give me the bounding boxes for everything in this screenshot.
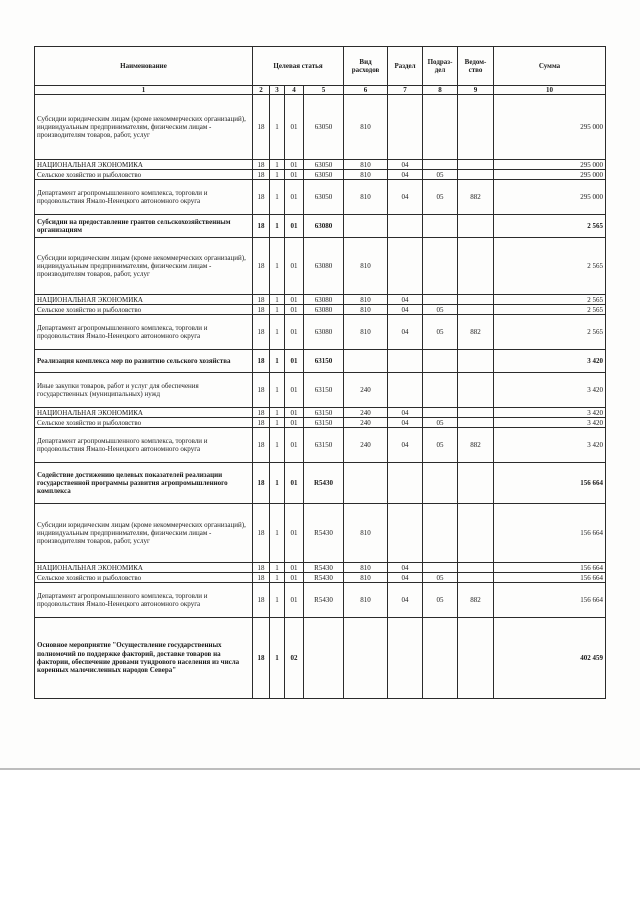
subsection-cell	[423, 408, 458, 418]
sum-cell: 2 565	[494, 295, 606, 305]
target-code-program: 18	[253, 180, 270, 215]
table-row	[35, 170, 606, 180]
sum-cell: 2 565	[494, 215, 606, 238]
target-code-subprogram: 1	[270, 428, 285, 463]
target-code-subprogram: 1	[270, 95, 285, 160]
section-cell	[388, 95, 423, 160]
table-row	[35, 504, 606, 563]
target-code-program: 18	[253, 215, 270, 238]
subsection-cell	[423, 504, 458, 563]
target-code-program: 18	[253, 238, 270, 295]
row-name: Субсидии юридическим лицам (кроме некоммерческих организаций), индивидуальным предпринимателям, физическим лицам - производителям товаров, работ, услуг	[35, 504, 253, 563]
column-number: 3	[270, 86, 285, 95]
expense-type-cell: 810	[344, 315, 388, 350]
column-number-row	[35, 86, 606, 95]
target-code-measure: 01	[285, 95, 304, 160]
target-code-subprogram: 1	[270, 238, 285, 295]
target-code-program: 18	[253, 573, 270, 583]
target-code-measure: 01	[285, 408, 304, 418]
sum-cell: 295 000	[494, 95, 606, 160]
target-code-measure: 01	[285, 238, 304, 295]
subsection-cell	[423, 373, 458, 408]
header-target-article: Целевая статья	[253, 47, 344, 86]
department-cell	[458, 418, 494, 428]
table-row	[35, 160, 606, 170]
subsection-cell	[423, 215, 458, 238]
department-cell	[458, 408, 494, 418]
subsection-cell	[423, 95, 458, 160]
target-code-program: 18	[253, 373, 270, 408]
target-code-direction	[304, 618, 344, 699]
target-code-subprogram: 1	[270, 295, 285, 305]
target-code-direction: R5430	[304, 463, 344, 504]
section-cell: 04	[388, 305, 423, 315]
sum-cell: 295 000	[494, 180, 606, 215]
target-code-direction: R5430	[304, 573, 344, 583]
row-name: НАЦИОНАЛЬНАЯ ЭКОНОМИКА	[35, 408, 253, 418]
department-cell	[458, 618, 494, 699]
section-cell: 04	[388, 160, 423, 170]
target-code-measure: 01	[285, 295, 304, 305]
table-row	[35, 238, 606, 295]
row-name: Субсидии юридическим лицам (кроме некоммерческих организаций), индивидуальным предпринимателям, физическим лицам - производителям товаров, работ, услуг	[35, 238, 253, 295]
target-code-program: 18	[253, 504, 270, 563]
column-number: 6	[344, 86, 388, 95]
department-cell	[458, 160, 494, 170]
subsection-cell: 05	[423, 428, 458, 463]
target-code-subprogram: 1	[270, 504, 285, 563]
target-code-program: 18	[253, 295, 270, 305]
target-code-measure: 01	[285, 215, 304, 238]
target-code-direction: 63080	[304, 305, 344, 315]
target-code-direction: 63050	[304, 160, 344, 170]
target-code-direction: 63150	[304, 408, 344, 418]
expense-type-cell: 810	[344, 295, 388, 305]
table-body	[35, 95, 606, 699]
sum-cell: 156 664	[494, 563, 606, 573]
subsection-cell: 05	[423, 170, 458, 180]
department-cell	[458, 295, 494, 305]
target-code-subprogram: 1	[270, 573, 285, 583]
department-cell	[458, 95, 494, 160]
subsection-cell: 05	[423, 573, 458, 583]
table-row	[35, 418, 606, 428]
expense-type-cell: 810	[344, 238, 388, 295]
section-cell: 04	[388, 315, 423, 350]
department-cell	[458, 350, 494, 373]
department-cell	[458, 504, 494, 563]
row-name: НАЦИОНАЛЬНАЯ ЭКОНОМИКА	[35, 563, 253, 573]
department-cell: 882	[458, 583, 494, 618]
row-name: Субсидии юридическим лицам (кроме некоммерческих организаций), индивидуальным предпринимателям, физическим лицам - производителям товаров, работ, услуг	[35, 95, 253, 160]
expense-type-cell: 810	[344, 573, 388, 583]
subsection-cell	[423, 463, 458, 504]
expense-type-cell: 240	[344, 408, 388, 418]
sum-cell: 2 565	[494, 238, 606, 295]
target-code-subprogram: 1	[270, 170, 285, 180]
expense-type-cell	[344, 463, 388, 504]
sum-cell: 156 664	[494, 583, 606, 618]
row-name: Департамент агропромышленного комплекса, торговли и продовольствия Ямало-Ненецкого автономного округа	[35, 583, 253, 618]
header-department: Ведом-ство	[458, 47, 494, 86]
target-code-measure: 01	[285, 463, 304, 504]
target-code-measure: 01	[285, 583, 304, 618]
target-code-direction: R5430	[304, 504, 344, 563]
row-name: Департамент агропромышленного комплекса, торговли и продовольствия Ямало-Ненецкого автономного округа	[35, 428, 253, 463]
department-cell	[458, 563, 494, 573]
section-cell: 04	[388, 408, 423, 418]
section-cell	[388, 238, 423, 295]
target-code-subprogram: 1	[270, 563, 285, 573]
column-number: 10	[494, 86, 606, 95]
target-code-direction: 63080	[304, 315, 344, 350]
expense-type-cell	[344, 215, 388, 238]
target-code-direction: 63150	[304, 350, 344, 373]
target-code-program: 18	[253, 428, 270, 463]
section-cell	[388, 215, 423, 238]
expense-type-cell: 810	[344, 170, 388, 180]
target-code-subprogram: 1	[270, 305, 285, 315]
target-code-measure: 01	[285, 418, 304, 428]
expense-type-cell: 240	[344, 373, 388, 408]
column-number: 4	[285, 86, 304, 95]
target-code-subprogram: 1	[270, 160, 285, 170]
sum-cell: 3 420	[494, 350, 606, 373]
expense-type-cell: 240	[344, 418, 388, 428]
department-cell	[458, 463, 494, 504]
subsection-cell	[423, 160, 458, 170]
department-cell	[458, 238, 494, 295]
row-name: НАЦИОНАЛЬНАЯ ЭКОНОМИКА	[35, 160, 253, 170]
department-cell	[458, 573, 494, 583]
row-name: Сельское хозяйство и рыболовство	[35, 573, 253, 583]
table-row	[35, 350, 606, 373]
column-number: 7	[388, 86, 423, 95]
table-row	[35, 408, 606, 418]
expense-type-cell: 810	[344, 160, 388, 170]
section-cell: 04	[388, 573, 423, 583]
row-name: НАЦИОНАЛЬНАЯ ЭКОНОМИКА	[35, 295, 253, 305]
target-code-measure: 01	[285, 373, 304, 408]
target-code-program: 18	[253, 583, 270, 618]
section-cell	[388, 463, 423, 504]
target-code-subprogram: 1	[270, 315, 285, 350]
target-code-direction: 63050	[304, 180, 344, 215]
target-code-direction: 63080	[304, 238, 344, 295]
target-code-measure: 01	[285, 315, 304, 350]
page-edge	[0, 768, 640, 770]
sum-cell: 3 420	[494, 418, 606, 428]
target-code-program: 18	[253, 170, 270, 180]
target-code-measure: 01	[285, 170, 304, 180]
subsection-cell: 05	[423, 180, 458, 215]
target-code-program: 18	[253, 350, 270, 373]
target-code-direction: 63150	[304, 428, 344, 463]
section-cell: 04	[388, 428, 423, 463]
sum-cell: 295 000	[494, 170, 606, 180]
target-code-direction: 63150	[304, 418, 344, 428]
table-row	[35, 305, 606, 315]
target-code-subprogram: 1	[270, 373, 285, 408]
subsection-cell	[423, 618, 458, 699]
target-code-measure: 01	[285, 428, 304, 463]
department-cell	[458, 215, 494, 238]
section-cell: 04	[388, 295, 423, 305]
sum-cell: 156 664	[494, 463, 606, 504]
expense-type-cell: 240	[344, 428, 388, 463]
section-cell: 04	[388, 563, 423, 573]
target-code-subprogram: 1	[270, 215, 285, 238]
target-code-program: 18	[253, 95, 270, 160]
expense-type-cell: 810	[344, 305, 388, 315]
table-row	[35, 295, 606, 305]
target-code-measure: 02	[285, 618, 304, 699]
expense-type-cell: 810	[344, 95, 388, 160]
row-name: Сельское хозяйство и рыболовство	[35, 305, 253, 315]
row-name: Основное мероприятие "Осуществление государственных полномочий по поддержке факторий, доставке товаров на фактории, обеспечение дровами тундрового населения из числа коренных малочисленных народов Севера"	[35, 618, 253, 699]
table-row	[35, 618, 606, 699]
sum-cell: 156 664	[494, 504, 606, 563]
target-code-measure: 01	[285, 573, 304, 583]
target-code-measure: 01	[285, 350, 304, 373]
column-number: 2	[253, 86, 270, 95]
target-code-subprogram: 1	[270, 418, 285, 428]
subsection-cell	[423, 350, 458, 373]
target-code-direction: 63080	[304, 215, 344, 238]
target-code-program: 18	[253, 305, 270, 315]
department-cell: 882	[458, 428, 494, 463]
table-row	[35, 315, 606, 350]
target-code-subprogram: 1	[270, 180, 285, 215]
row-name: Содействие достижению целевых показателей реализации государственной программы развития агропромышленного комплекса	[35, 463, 253, 504]
target-code-program: 18	[253, 463, 270, 504]
header-expense-type: Вид расходов	[344, 47, 388, 86]
subsection-cell	[423, 563, 458, 573]
table-row	[35, 573, 606, 583]
header-name: Наименование	[35, 47, 253, 86]
expense-type-cell: 810	[344, 504, 388, 563]
target-code-measure: 01	[285, 180, 304, 215]
header-sum: Сумма	[494, 47, 606, 86]
target-code-subprogram: 1	[270, 408, 285, 418]
section-cell: 04	[388, 180, 423, 215]
column-number: 5	[304, 86, 344, 95]
target-code-program: 18	[253, 618, 270, 699]
subsection-cell: 05	[423, 418, 458, 428]
target-code-subprogram: 1	[270, 583, 285, 618]
target-code-program: 18	[253, 408, 270, 418]
department-cell	[458, 170, 494, 180]
table-row	[35, 215, 606, 238]
header-section: Раздел	[388, 47, 423, 86]
section-cell	[388, 373, 423, 408]
table-row	[35, 563, 606, 573]
row-name: Департамент агропромышленного комплекса, торговли и продовольствия Ямало-Ненецкого автономного округа	[35, 315, 253, 350]
row-name: Департамент агропромышленного комплекса, торговли и продовольствия Ямало-Ненецкого автономного округа	[35, 180, 253, 215]
row-name: Субсидии на предоставление грантов сельскохозяйственным организациям	[35, 215, 253, 238]
target-code-direction: 63150	[304, 373, 344, 408]
column-number: 8	[423, 86, 458, 95]
sum-cell: 3 420	[494, 373, 606, 408]
section-cell	[388, 618, 423, 699]
target-code-program: 18	[253, 160, 270, 170]
target-code-measure: 01	[285, 305, 304, 315]
table-row	[35, 428, 606, 463]
target-code-program: 18	[253, 315, 270, 350]
department-cell: 882	[458, 315, 494, 350]
row-name: Иные закупки товаров, работ и услуг для обеспечения государственных (муниципальных) нужд	[35, 373, 253, 408]
target-code-program: 18	[253, 563, 270, 573]
subsection-cell: 05	[423, 315, 458, 350]
header-row	[35, 47, 606, 86]
expense-type-cell	[344, 618, 388, 699]
target-code-subprogram: 1	[270, 350, 285, 373]
subsection-cell: 05	[423, 305, 458, 315]
budget-table	[34, 46, 606, 699]
table-row	[35, 583, 606, 618]
header-subsection: Подраз-дел	[423, 47, 458, 86]
column-number: 1	[35, 86, 253, 95]
expense-type-cell: 810	[344, 583, 388, 618]
sum-cell: 3 420	[494, 408, 606, 418]
section-cell: 04	[388, 418, 423, 428]
section-cell	[388, 504, 423, 563]
target-code-measure: 01	[285, 160, 304, 170]
target-code-direction: 63050	[304, 170, 344, 180]
subsection-cell	[423, 295, 458, 305]
row-name: Сельское хозяйство и рыболовство	[35, 170, 253, 180]
sum-cell: 2 565	[494, 315, 606, 350]
target-code-measure: 01	[285, 563, 304, 573]
table-row	[35, 95, 606, 160]
sum-cell: 295 000	[494, 160, 606, 170]
table-row	[35, 180, 606, 215]
sum-cell: 402 459	[494, 618, 606, 699]
expense-type-cell: 810	[344, 563, 388, 573]
department-cell	[458, 305, 494, 315]
row-name: Реализация комплекса мер по развитию сельского хозяйства	[35, 350, 253, 373]
section-cell	[388, 350, 423, 373]
table-row	[35, 373, 606, 408]
target-code-program: 18	[253, 418, 270, 428]
target-code-measure: 01	[285, 504, 304, 563]
sum-cell: 2 565	[494, 305, 606, 315]
department-cell: 882	[458, 180, 494, 215]
column-number: 9	[458, 86, 494, 95]
target-code-direction: 63080	[304, 295, 344, 305]
section-cell: 04	[388, 170, 423, 180]
subsection-cell: 05	[423, 583, 458, 618]
section-cell: 04	[388, 583, 423, 618]
expense-type-cell: 810	[344, 180, 388, 215]
target-code-subprogram: 1	[270, 463, 285, 504]
table-row	[35, 463, 606, 504]
target-code-direction: R5430	[304, 583, 344, 618]
target-code-direction: 63050	[304, 95, 344, 160]
sum-cell: 156 664	[494, 573, 606, 583]
sum-cell: 3 420	[494, 428, 606, 463]
department-cell	[458, 373, 494, 408]
subsection-cell	[423, 238, 458, 295]
row-name: Сельское хозяйство и рыболовство	[35, 418, 253, 428]
target-code-direction: R5430	[304, 563, 344, 573]
expense-type-cell	[344, 350, 388, 373]
target-code-subprogram: 1	[270, 618, 285, 699]
